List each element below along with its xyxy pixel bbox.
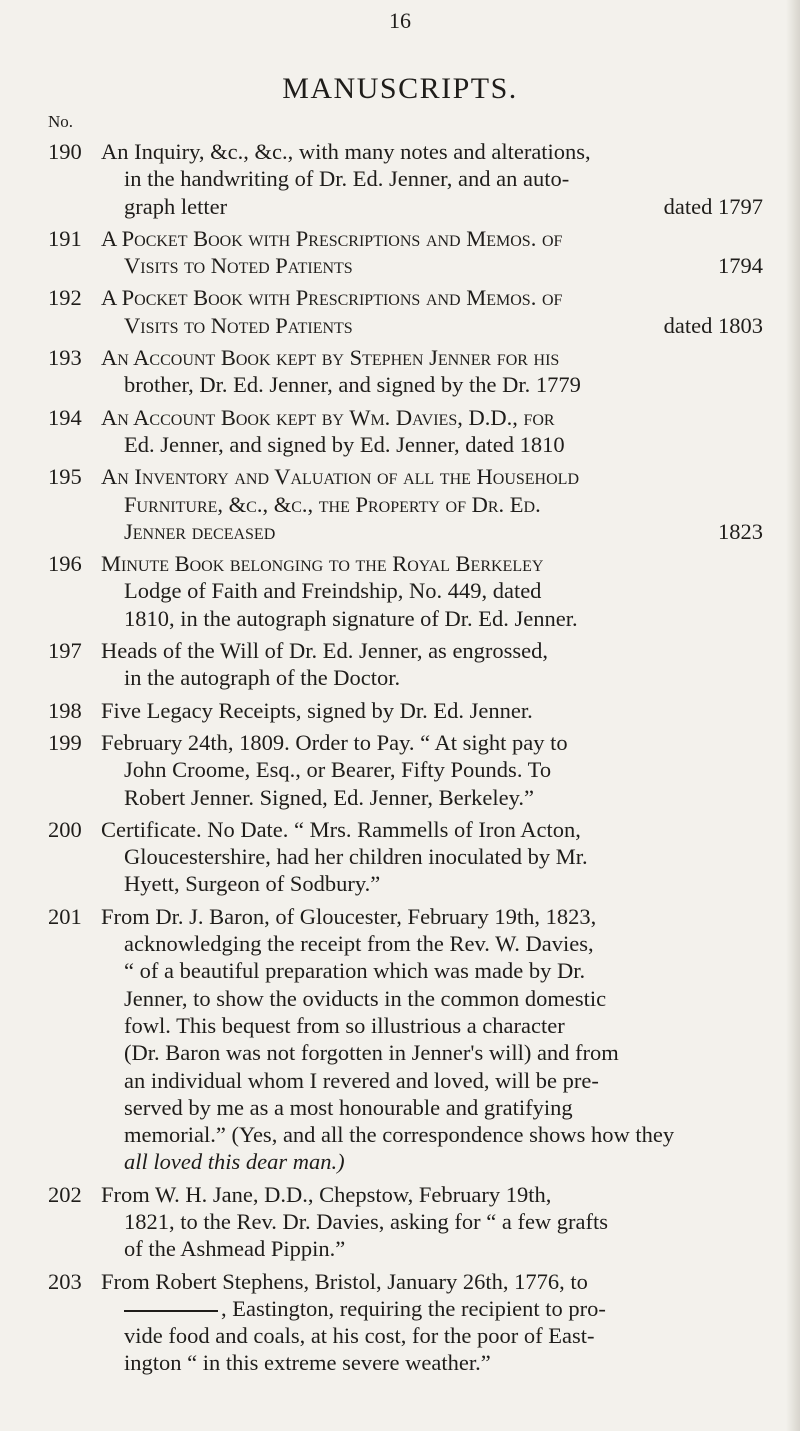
entry-line: Gloucestershire, had her children inoculated by Mr. [124, 844, 588, 870]
entry-line: Minute Book belonging to the Royal Berkeley [101, 551, 544, 577]
entry-197 [48, 637, 763, 692]
entry-line: Visits to Noted Patients [124, 312, 353, 338]
entry-195 [48, 463, 763, 545]
entry-196 [48, 550, 763, 632]
entry-line-dated [101, 312, 763, 339]
entry-number: 199 [48, 729, 82, 755]
entry-number: 196 [48, 551, 82, 577]
entry-191 [48, 225, 763, 280]
entry-number: 203 [48, 1268, 82, 1294]
entry-line-dated [101, 518, 763, 545]
entry-line: An Account Book kept by Wm. Davies, D.D., for [101, 404, 555, 430]
entry-line: fowl. This bequest from so illustrious a character [124, 1012, 565, 1038]
entry-date: dated 1803 [663, 312, 763, 338]
manuscript-list [48, 138, 763, 1382]
entry-number: 195 [48, 464, 82, 490]
entry-line: Jenner deceased [124, 518, 276, 544]
entry-190 [48, 138, 763, 220]
entry-line: all loved this dear man.) [124, 1149, 345, 1175]
entry-199 [48, 729, 763, 811]
entry-202 [48, 1181, 763, 1263]
entry-number: 201 [48, 903, 82, 929]
entry-line: 1821, to the Rev. Dr. Davies, asking for “ a few grafts [124, 1208, 609, 1234]
entry-line: An Inventory and Valuation of all the Household [101, 464, 579, 490]
entry-line: A Pocket Book with Prescriptions and Memos. of [101, 225, 563, 251]
entry-line: Five Legacy Receipts, signed by Dr. Ed. Jenner. [101, 697, 533, 723]
entry-line: An Inquiry, &c., &c., with many notes and alterations, [101, 139, 591, 164]
entry-line: memorial.” (Yes, and all the correspondence shows how they [124, 1122, 675, 1148]
entry-line: Jenner, to show the oviducts in the common domestic [124, 985, 607, 1011]
entry-line: vide food and coals, at his cost, for the poor of East- [124, 1323, 595, 1349]
entry-date: dated 1797 [663, 193, 763, 219]
entry-line-with-blank [101, 1295, 763, 1322]
entry-line: “ of a beautiful preparation which was made by Dr. [124, 958, 586, 984]
entry-line: Hyett, Surgeon of Sodbury.” [124, 871, 381, 897]
entry-193 [48, 344, 763, 399]
page-edge-shadow [786, 0, 800, 1431]
entry-line: Robert Jenner. Signed, Ed. Jenner, Berkeley.” [124, 784, 535, 810]
entry-line-dated [101, 252, 763, 279]
entry-date: 1794 [718, 253, 763, 279]
entry-198 [48, 697, 763, 724]
entry-line: served by me as a most honourable and gratifying [124, 1094, 573, 1120]
entry-number: 202 [48, 1181, 82, 1207]
entry-number: 190 [48, 139, 82, 164]
entry-line: Ed. Jenner, and signed by Ed. Jenner, dated 1810 [124, 431, 565, 457]
entry-line: (Dr. Baron was not forgotten in Jenner's will) and from [124, 1040, 619, 1066]
entry-201 [48, 903, 763, 1176]
entry-line: ington “ in this extreme severe weather.” [124, 1350, 491, 1376]
entry-number: 193 [48, 345, 82, 371]
number-column-label: No. [48, 112, 74, 131]
entry-line: an individual whom I revered and loved, will be pre- [124, 1067, 599, 1093]
entry-203 [48, 1268, 763, 1377]
entry-line: A Pocket Book with Prescriptions and Memos. of [101, 285, 563, 311]
entry-line: in the autograph of the Doctor. [124, 665, 401, 691]
entry-number: 194 [48, 404, 82, 430]
entry-line: Lodge of Faith and Freindship, No. 449, dated [124, 578, 542, 604]
entry-192 [48, 284, 763, 339]
entry-line: acknowledging the receipt from the Rev. W. Davies, [124, 931, 594, 957]
page-title: MANUSCRIPTS. [282, 72, 518, 105]
entry-line: An Account Book kept by Stephen Jenner for his [101, 345, 560, 371]
entry-number: 197 [48, 638, 82, 664]
entry-line: graph letter [124, 193, 228, 219]
entry-line: in the handwriting of Dr. Ed. Jenner, and an auto- [124, 166, 570, 192]
entry-200 [48, 816, 763, 898]
entry-number: 198 [48, 697, 82, 723]
entry-line: Heads of the Will of Dr. Ed. Jenner, as engrossed, [101, 638, 549, 664]
entry-date: 1823 [718, 518, 763, 544]
entry-line: Furniture, &c., &c., the Property of Dr. Ed. [124, 491, 541, 517]
entry-line: From Robert Stephens, Bristol, January 26th, 1776, to [101, 1268, 588, 1294]
entry-line: of the Ashmead Pippin.” [124, 1236, 346, 1262]
entry-194 [48, 404, 763, 459]
entry-line: Visits to Noted Patients [124, 253, 353, 279]
entry-line: From Dr. J. Baron, of Gloucester, February 19th, 1823, [101, 903, 597, 929]
entry-number: 191 [48, 225, 82, 251]
entry-line: February 24th, 1809. Order to Pay. “ At sight pay to [101, 729, 568, 755]
entry-line: , Eastington, requiring the recipient to pro- [221, 1295, 606, 1321]
entry-line-dated [101, 193, 763, 220]
entry-number: 192 [48, 285, 82, 311]
page-number: 16 [389, 8, 411, 33]
blank-name-rule [124, 1310, 218, 1312]
entry-line: From W. H. Jane, D.D., Chepstow, February 19th, [101, 1181, 552, 1207]
entry-number: 200 [48, 816, 82, 842]
entry-line: 1810, in the autograph signature of Dr. Ed. Jenner. [124, 605, 578, 631]
entry-line: Certificate. No Date. “ Mrs. Rammells of Iron Acton, [101, 816, 581, 842]
entry-line: brother, Dr. Ed. Jenner, and signed by the Dr. 1779 [124, 372, 581, 398]
entry-line: John Croome, Esq., or Bearer, Fifty Pounds. To [124, 757, 552, 783]
